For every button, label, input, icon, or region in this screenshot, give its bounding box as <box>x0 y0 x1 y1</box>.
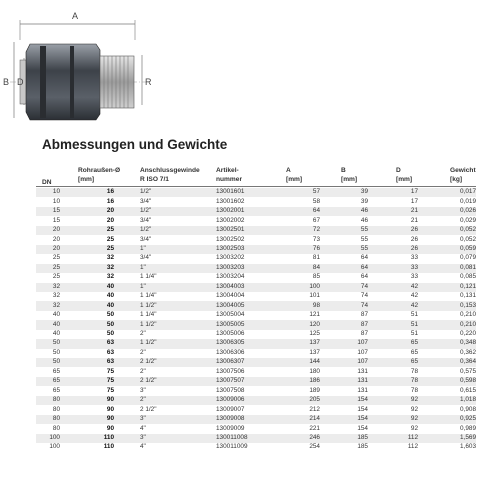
cell-thread: 3" <box>140 433 146 441</box>
cell-dim-d: 78 <box>410 377 418 385</box>
cell-dim-a: 73 <box>312 235 320 243</box>
table-row <box>36 245 476 254</box>
cell-thread: 2 1/2" <box>140 358 157 366</box>
cell-dim-d: 78 <box>410 386 418 394</box>
cell-dn: 15 <box>52 216 60 224</box>
thread-end <box>100 56 134 108</box>
cell-weight: 0,085 <box>460 273 476 281</box>
header-line1: A <box>286 167 291 174</box>
cell-article-number: 130011008 <box>216 433 248 441</box>
cell-dn: 40 <box>52 330 60 338</box>
cell-pipe-diameter: 63 <box>106 358 114 366</box>
table-row <box>36 207 476 216</box>
cell-dim-a: 58 <box>312 197 320 205</box>
cell-dim-a: 212 <box>309 405 320 413</box>
cell-dim-b: 55 <box>360 244 368 252</box>
cell-dim-d: 21 <box>410 207 418 215</box>
cell-article-number: 130011009 <box>216 443 248 451</box>
cell-weight: 0,029 <box>460 216 476 224</box>
cell-thread: 3" <box>140 386 146 394</box>
cell-dim-d: 92 <box>410 424 418 432</box>
table-row <box>36 377 476 386</box>
cell-dim-d: 65 <box>410 339 418 347</box>
cell-dim-b: 154 <box>357 415 368 423</box>
cell-thread: 4" <box>140 443 146 451</box>
cell-article-number: 13003204 <box>216 273 245 281</box>
cell-thread: 1 1/4" <box>140 311 157 319</box>
cell-article-number: 13001601 <box>216 188 245 196</box>
header-line2: [mm] <box>286 176 303 183</box>
cell-dn: 65 <box>52 367 60 375</box>
cell-dn: 40 <box>52 320 60 328</box>
cell-pipe-diameter: 25 <box>106 235 114 243</box>
cell-dim-a: 84 <box>312 263 320 271</box>
cell-weight: 0,615 <box>460 386 476 394</box>
header-weight <box>450 166 476 184</box>
cell-article-number: 13003202 <box>216 254 245 262</box>
table-header <box>36 163 476 186</box>
cell-pipe-diameter: 20 <box>106 216 114 224</box>
cell-dim-d: 42 <box>410 282 418 290</box>
table-row <box>36 320 476 329</box>
cell-weight: 0,210 <box>460 311 476 319</box>
cell-article-number: 13005005 <box>216 320 245 328</box>
cell-thread: 2 1/2" <box>140 377 157 385</box>
cell-dim-d: 112 <box>407 433 418 441</box>
cell-thread: 3" <box>140 415 146 423</box>
header-line2: [mm] <box>396 176 413 183</box>
cell-thread: 1/2" <box>140 188 152 196</box>
cell-pipe-diameter: 75 <box>106 367 114 375</box>
cell-article-number: 13004005 <box>216 301 245 309</box>
cell-thread: 3/4" <box>140 197 152 205</box>
header-dim-d <box>396 166 412 184</box>
cell-article-number: 13004004 <box>216 292 245 300</box>
cell-weight: 0,052 <box>460 235 476 243</box>
cell-thread: 2" <box>140 396 146 404</box>
cell-dim-b: 64 <box>360 273 368 281</box>
cell-weight: 0,908 <box>460 405 476 413</box>
cell-dim-d: 33 <box>410 263 418 271</box>
cell-thread: 1 1/2" <box>140 339 157 347</box>
cell-dn: 32 <box>52 292 60 300</box>
cell-article-number: 13009009 <box>216 424 245 432</box>
cell-weight: 0,364 <box>460 358 476 366</box>
cell-dn: 50 <box>52 358 60 366</box>
cell-article-number: 13005004 <box>216 311 245 319</box>
cell-dim-d: 26 <box>410 235 418 243</box>
cell-dim-d: 92 <box>410 415 418 423</box>
cell-dim-b: 64 <box>360 263 368 271</box>
cell-dim-a: 72 <box>312 226 320 234</box>
cell-weight: 1,569 <box>460 433 476 441</box>
cell-pipe-diameter: 25 <box>106 244 114 252</box>
cell-thread: 1" <box>140 282 146 290</box>
header-line2: [mm] <box>78 176 95 183</box>
cell-dim-b: 185 <box>357 443 368 451</box>
cell-article-number: 13006307 <box>216 358 245 366</box>
cell-thread: 1/2" <box>140 207 152 215</box>
header-line1: Artikel- <box>216 167 239 174</box>
cell-article-number: 13002502 <box>216 235 245 243</box>
cell-thread: 2" <box>140 367 146 375</box>
cell-weight: 0,925 <box>460 415 476 423</box>
cell-dn: 10 <box>52 188 60 196</box>
fitting-drawing <box>0 0 500 135</box>
cell-dim-a: 76 <box>312 244 320 252</box>
cell-dn: 25 <box>52 254 60 262</box>
cell-article-number: 13004003 <box>216 282 245 290</box>
cell-dn: 80 <box>52 424 60 432</box>
cell-article-number: 13003203 <box>216 263 245 271</box>
cell-dn: 20 <box>52 244 60 252</box>
cell-dim-b: 55 <box>360 235 368 243</box>
header-line2: R ISO 7/1 <box>140 176 169 183</box>
cell-pipe-diameter: 32 <box>106 273 114 281</box>
table-row <box>36 434 476 443</box>
cell-thread: 1/2" <box>140 226 152 234</box>
cell-dim-b: 74 <box>360 301 368 309</box>
cell-pipe-diameter: 32 <box>106 263 114 271</box>
cell-article-number: 13002001 <box>216 207 245 215</box>
table-row <box>36 311 476 320</box>
cell-dim-b: 74 <box>360 282 368 290</box>
cell-dim-d: 51 <box>410 311 418 319</box>
cell-dim-d: 26 <box>410 226 418 234</box>
cell-dim-b: 107 <box>357 348 368 356</box>
cell-weight: 1,603 <box>460 443 476 451</box>
cell-dim-d: 92 <box>410 405 418 413</box>
cell-pipe-diameter: 50 <box>106 330 114 338</box>
cell-dim-b: 74 <box>360 292 368 300</box>
cell-pipe-diameter: 40 <box>106 292 114 300</box>
cell-dim-b: 154 <box>357 396 368 404</box>
cell-weight: 0,026 <box>460 207 476 215</box>
cell-dn: 32 <box>52 282 60 290</box>
cell-dim-b: 131 <box>357 386 368 394</box>
cell-dim-b: 55 <box>360 226 368 234</box>
cell-article-number: 13006305 <box>216 339 245 347</box>
table-row <box>36 216 476 225</box>
header-pipe-diameter <box>78 166 120 184</box>
cell-weight: 0,989 <box>460 424 476 432</box>
cell-article-number: 13002501 <box>216 226 245 234</box>
cell-article-number: 13005006 <box>216 330 245 338</box>
cell-dn: 50 <box>52 348 60 356</box>
cell-dim-a: 137 <box>309 348 320 356</box>
cell-weight: 0,362 <box>460 348 476 356</box>
cell-dim-d: 65 <box>410 358 418 366</box>
cell-weight: 0,153 <box>460 301 476 309</box>
cell-pipe-diameter: 63 <box>106 348 114 356</box>
dimension-label-r: R <box>145 77 152 87</box>
cell-thread: 1 1/2" <box>140 301 157 309</box>
cell-pipe-diameter: 20 <box>106 207 114 215</box>
cell-article-number: 13002002 <box>216 216 245 224</box>
cell-weight: 0,019 <box>460 197 476 205</box>
table-row <box>36 273 476 282</box>
cell-weight: 0,121 <box>460 282 476 290</box>
cell-thread: 4" <box>140 424 146 432</box>
cell-dim-d: 92 <box>410 396 418 404</box>
cell-pipe-diameter: 16 <box>106 197 114 205</box>
table-row <box>36 226 476 235</box>
cell-dim-b: 131 <box>357 367 368 375</box>
cell-dim-b: 107 <box>357 339 368 347</box>
cell-dn: 25 <box>52 273 60 281</box>
cell-pipe-diameter: 50 <box>106 311 114 319</box>
table-row <box>36 235 476 244</box>
cell-dim-d: 26 <box>410 244 418 252</box>
cell-dim-d: 33 <box>410 254 418 262</box>
cell-dim-d: 42 <box>410 301 418 309</box>
header-line2: nummer <box>216 176 243 183</box>
cell-pipe-diameter: 63 <box>106 339 114 347</box>
table-row <box>36 254 476 263</box>
cell-pipe-diameter: 40 <box>106 301 114 309</box>
table-row <box>36 415 476 424</box>
cell-dn: 50 <box>52 339 60 347</box>
cell-article-number: 13007506 <box>216 367 245 375</box>
table-row <box>36 368 476 377</box>
cell-dim-d: 51 <box>410 330 418 338</box>
cell-dn: 80 <box>52 405 60 413</box>
header-line1: Gewicht <box>450 167 476 174</box>
header-dim-b <box>341 166 357 184</box>
cell-dim-a: 81 <box>312 254 320 262</box>
cell-dim-a: 98 <box>312 301 320 309</box>
table-row <box>36 264 476 273</box>
header-dim-a <box>286 166 302 184</box>
cell-dim-a: 57 <box>312 188 320 196</box>
cell-dim-a: 137 <box>309 339 320 347</box>
cell-dim-d: 17 <box>410 197 418 205</box>
cell-weight: 0,220 <box>460 330 476 338</box>
cell-dn: 100 <box>49 433 60 441</box>
table-row <box>36 188 476 197</box>
cell-article-number: 13002503 <box>216 244 245 252</box>
cell-pipe-diameter: 50 <box>106 320 114 328</box>
cell-dn: 15 <box>52 207 60 215</box>
cell-thread: 3/4" <box>140 216 152 224</box>
cell-pipe-diameter: 110 <box>103 433 114 441</box>
cell-thread: 1 1/4" <box>140 273 157 281</box>
cell-dim-b: 107 <box>357 358 368 366</box>
cell-dim-a: 246 <box>309 433 320 441</box>
cell-dim-a: 205 <box>309 396 320 404</box>
cell-dim-b: 87 <box>360 320 368 328</box>
cell-dn: 10 <box>52 197 60 205</box>
cell-dim-b: 154 <box>357 405 368 413</box>
cell-dim-b: 46 <box>360 216 368 224</box>
cell-pipe-diameter: 25 <box>106 226 114 234</box>
cell-article-number: 13009008 <box>216 415 245 423</box>
cell-dn: 80 <box>52 396 60 404</box>
cell-dim-b: 64 <box>360 254 368 262</box>
cell-dim-a: 189 <box>309 386 320 394</box>
cell-dim-a: 254 <box>309 443 320 451</box>
cell-article-number: 13006306 <box>216 348 245 356</box>
cell-thread: 2" <box>140 330 146 338</box>
cell-thread: 1 1/2" <box>140 320 157 328</box>
cell-dim-b: 39 <box>360 197 368 205</box>
cell-dn: 40 <box>52 311 60 319</box>
cell-weight: 0,131 <box>460 292 476 300</box>
cell-dim-b: 154 <box>357 424 368 432</box>
cell-dim-a: 101 <box>309 292 320 300</box>
cell-dim-b: 185 <box>357 433 368 441</box>
cell-dn: 20 <box>52 235 60 243</box>
cell-pipe-diameter: 75 <box>106 386 114 394</box>
cell-pipe-diameter: 90 <box>106 405 114 413</box>
cell-dim-a: 186 <box>309 377 320 385</box>
cell-weight: 0,210 <box>460 320 476 328</box>
cell-dim-d: 21 <box>410 216 418 224</box>
cell-dim-d: 17 <box>410 188 418 196</box>
cell-thread: 1" <box>140 263 146 271</box>
cell-article-number: 13009007 <box>216 405 245 413</box>
header-thread <box>140 166 200 184</box>
cell-dim-a: 214 <box>309 415 320 423</box>
cell-weight: 0,081 <box>460 263 476 271</box>
table-row <box>36 349 476 358</box>
table-row <box>36 292 476 301</box>
header-line2: [mm] <box>341 176 358 183</box>
cell-pipe-diameter: 90 <box>106 396 114 404</box>
cell-article-number: 13001602 <box>216 197 245 205</box>
table-row <box>36 386 476 395</box>
table-row <box>36 443 476 452</box>
dimension-label-a: A <box>72 11 79 21</box>
cell-dim-b: 87 <box>360 311 368 319</box>
fitting-body <box>26 44 100 120</box>
cell-thread: 2 1/2" <box>140 405 157 413</box>
cell-thread: 2" <box>140 348 146 356</box>
cell-dim-a: 144 <box>309 358 320 366</box>
cell-weight: 0,348 <box>460 339 476 347</box>
cell-dn: 65 <box>52 386 60 394</box>
cell-dn: 65 <box>52 377 60 385</box>
cell-dim-a: 100 <box>309 282 320 290</box>
header-line1: DN <box>42 179 52 186</box>
table-row <box>36 396 476 405</box>
table-row <box>36 339 476 348</box>
cell-dim-d: 65 <box>410 348 418 356</box>
cell-weight: 0,598 <box>460 377 476 385</box>
header-line1: Rohraußen-Ø <box>78 167 121 174</box>
cell-dim-b: 131 <box>357 377 368 385</box>
cell-thread: 1" <box>140 244 146 252</box>
cell-dn: 80 <box>52 415 60 423</box>
table-row <box>36 405 476 414</box>
cell-dim-d: 78 <box>410 367 418 375</box>
dimension-label-b: B <box>3 77 10 87</box>
cell-dn: 100 <box>49 443 60 451</box>
cell-dim-b: 87 <box>360 330 368 338</box>
cell-dim-a: 64 <box>312 207 320 215</box>
table-row <box>36 197 476 206</box>
cell-dim-a: 221 <box>309 424 320 432</box>
header-line1: D <box>396 167 401 174</box>
cell-pipe-diameter: 32 <box>106 254 114 262</box>
cell-thread: 1 1/4" <box>140 292 157 300</box>
cell-article-number: 13007507 <box>216 377 245 385</box>
cell-weight: 0,052 <box>460 226 476 234</box>
cell-dim-a: 125 <box>309 330 320 338</box>
cell-dim-b: 46 <box>360 207 368 215</box>
cell-thread: 3/4" <box>140 254 152 262</box>
cell-dim-a: 121 <box>309 311 320 319</box>
cell-weight: 0,017 <box>460 188 476 196</box>
cell-weight: 0,575 <box>460 367 476 375</box>
cell-dim-a: 180 <box>309 367 320 375</box>
cell-pipe-diameter: 16 <box>106 188 114 196</box>
cell-dim-a: 120 <box>309 320 320 328</box>
cell-pipe-diameter: 110 <box>103 443 114 451</box>
header-line1: B <box>341 167 346 174</box>
cell-dim-b: 39 <box>360 188 368 196</box>
cell-article-number: 13009006 <box>216 396 245 404</box>
cell-dim-d: 112 <box>407 443 418 451</box>
table-row <box>36 330 476 339</box>
cell-weight: 1,018 <box>460 396 476 404</box>
dimension-label-d: D <box>17 77 24 87</box>
cell-pipe-diameter: 75 <box>106 377 114 385</box>
cell-weight: 0,059 <box>460 244 476 252</box>
header-line1: Anschlussgewinde <box>140 167 200 174</box>
header-line2: [kg] <box>450 176 463 183</box>
header-rule <box>36 186 476 187</box>
cell-dim-d: 51 <box>410 320 418 328</box>
cell-dim-a: 67 <box>312 216 320 224</box>
cell-weight: 0,079 <box>460 254 476 262</box>
cell-dim-a: 85 <box>312 273 320 281</box>
table-row <box>36 424 476 433</box>
cell-thread: 3/4" <box>140 235 152 243</box>
cell-article-number: 13007508 <box>216 386 245 394</box>
section-title: Abmessungen und Gewichte <box>42 137 228 152</box>
cell-dn: 32 <box>52 301 60 309</box>
cell-dn: 20 <box>52 226 60 234</box>
cell-pipe-diameter: 40 <box>106 282 114 290</box>
cell-dim-d: 33 <box>410 273 418 281</box>
table-row <box>36 358 476 367</box>
cell-dim-d: 42 <box>410 292 418 300</box>
cell-pipe-diameter: 90 <box>106 424 114 432</box>
cell-dn: 25 <box>52 263 60 271</box>
header-article-number <box>216 166 242 184</box>
cell-pipe-diameter: 90 <box>106 415 114 423</box>
table-row <box>36 283 476 292</box>
table-row <box>36 301 476 310</box>
